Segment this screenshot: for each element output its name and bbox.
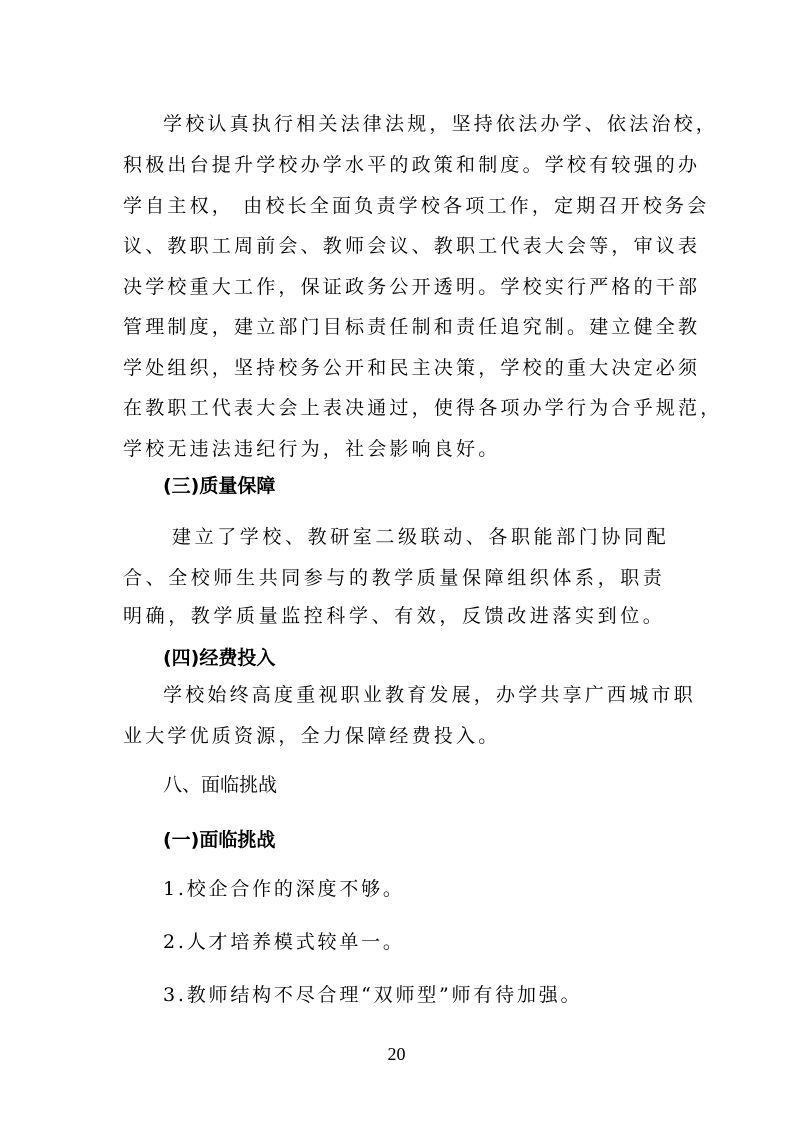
heading-funding-input: (四)经费投入 — [163, 647, 276, 669]
heading-challenges-sub: (一)面临挑战 — [163, 829, 276, 851]
paragraph-2-line-3: 明确，教学质量监控科学、有效，反馈改进落实到位。 — [123, 605, 666, 627]
paragraph-1-line-6: 管理制度，建立部门目标责任制和责任追究制。建立健全教 — [123, 316, 701, 338]
paragraph-1-line-9: 学校无违法违纪行为，社会影响良好。 — [123, 438, 501, 460]
paragraph-3-line-2: 业大学优质资源，全力保障经费投入。 — [123, 725, 501, 747]
paragraph-2-line-2: 合、全校师生共同参与的教学质量保障组织体系，职责 — [123, 567, 666, 589]
paragraph-1-line-3: 学自主权， 由校长全面负责学校各项工作，定期召开校务会 — [123, 195, 710, 217]
paragraph-1-line-2: 积极出台提升学校办学水平的政策和制度。学校有较强的办 — [123, 154, 701, 176]
paragraph-1-line-7: 学处组织，坚持校务公开和民主决策，学校的重大决定必须 — [123, 357, 701, 379]
challenge-item-1: 1.校企合作的深度不够。 — [163, 878, 405, 900]
heading-quality-assurance: (三)质量保障 — [163, 475, 276, 497]
paragraph-2-line-1: 建立了学校、教研室二级联动、各职能部门协同配 — [172, 526, 670, 548]
section-heading-challenges: 八、面临挑战 — [163, 774, 278, 796]
paragraph-1-line-4: 议、教职工周前会、教师会议、教职工代表大会等，审议表 — [123, 235, 701, 257]
paragraph-3-line-1: 学校始终高度重视职业教育发展，办学共享广西城市职 — [163, 684, 696, 706]
paragraph-1-line-1: 学校认真执行相关法律法规，坚持依法办学、依法治校， — [163, 113, 719, 135]
paragraph-1-line-5: 决学校重大工作，保证政务公开透明。学校实行严格的干部 — [123, 276, 701, 298]
paragraph-1-line-8: 在教职工代表大会上表决通过，使得各项办学行为合乎规范， — [123, 397, 723, 419]
challenge-item-2: 2.人才培养模式较单一。 — [163, 931, 405, 953]
page-number: 20 — [387, 1044, 406, 1064]
challenge-item-3: 3.教师结构不尽合理“双师型”师有待加强。 — [163, 984, 583, 1006]
